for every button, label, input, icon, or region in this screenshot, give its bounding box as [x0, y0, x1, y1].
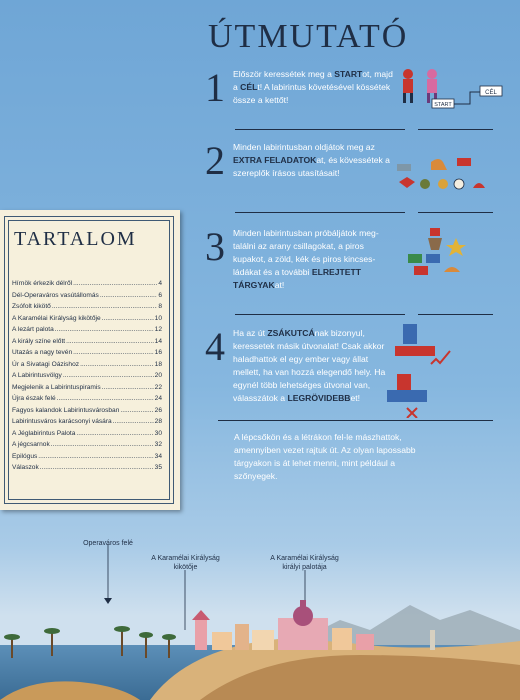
- toc-item-page: 28: [154, 418, 162, 425]
- toc-dots: [100, 290, 157, 302]
- toc-dots: [52, 301, 157, 313]
- toc-item-title: Epilógus: [12, 452, 38, 460]
- toc-item-page: 18: [154, 360, 162, 368]
- toc-dots: [57, 393, 154, 405]
- wrong-path-icon: [387, 368, 447, 423]
- step-number: 1: [205, 65, 225, 110]
- extra-paragraph: A lépcsőkön és a létrákon fel-le mászhattok, amennyiben vezet rajtuk út. Az olyan lapossabb tárgyakon is át lehet menni, mint például a szőnyegek.: [234, 432, 416, 481]
- divider: [218, 420, 493, 421]
- toc-dots: [80, 359, 154, 371]
- step-text: Először keressétek meg a STARTot, majd a CÉLt! A labirintus követésével kössétek össze a kettőt!: [233, 69, 393, 105]
- label-kikoto: A Karamélai Királyság kikötője: [151, 555, 220, 571]
- toc-item-page: 4: [158, 280, 162, 287]
- step-number: 3: [205, 224, 225, 269]
- step-text: Minden labirintusban oldjátok meg az EXTRA FELADATOKat, és kövessétek a szereplők írásos utasításait!: [233, 142, 390, 178]
- divider: [235, 314, 405, 315]
- toc-item: [12, 382, 162, 394]
- toc-dots: [63, 370, 154, 382]
- toc-dots: [73, 278, 157, 290]
- toc-dots: [102, 382, 154, 394]
- toc-item-title: Megjelenik a Labirintuspiramis: [12, 383, 101, 391]
- toc-dots: [40, 462, 154, 474]
- hidden-objects-icon: [400, 226, 470, 286]
- step-text: Minden labirintusban próbáljátok meg-találni az arany csillagokat, a piros kupakot, a zöld, kék és piros kincses-ládákat és a további ELREJTETT TÁRGYAKat!: [233, 228, 379, 290]
- toc-item-title: A Jéglabirintus Palota: [12, 429, 76, 437]
- toc-item-title: Dél-Operaváros vasútállomás: [12, 291, 99, 299]
- toc-item-page: 35: [154, 464, 162, 471]
- toc-item: [12, 336, 162, 348]
- toc-item-page: 34: [154, 452, 162, 460]
- toc-item-page: 22: [154, 383, 162, 391]
- label-operavaros: Operaváros felé: [83, 540, 133, 547]
- toc-item-page: 26: [154, 406, 162, 414]
- toc-item-page: 16: [154, 349, 162, 356]
- divider: [418, 314, 493, 315]
- toc-item: [12, 278, 162, 290]
- toc-title: TARTALOM: [14, 228, 137, 250]
- toc-item: [12, 428, 162, 440]
- toc-item-page: 30: [154, 429, 162, 437]
- toc-item-page: 14: [154, 337, 162, 345]
- toc-item-title: A Labirintusvölgy: [12, 372, 62, 379]
- toc-item-page: 20: [154, 372, 162, 379]
- toc-item: [12, 301, 162, 313]
- divider: [235, 212, 405, 213]
- label-palota: A Karamélai Királyság királyi palotája: [270, 555, 339, 571]
- divider: [418, 129, 493, 130]
- toc-item-title: A Karamélai Királyság kikötője: [12, 314, 101, 322]
- toc-dots: [73, 347, 154, 359]
- toc-item: [12, 313, 162, 325]
- toc-item-page: 32: [154, 441, 162, 448]
- toc-dots: [38, 451, 153, 463]
- toc-item-title: Hírnök érkezik délről: [12, 280, 73, 287]
- toc-dots: [113, 416, 154, 428]
- toc-item: [12, 359, 162, 371]
- toc-panel: [0, 210, 180, 510]
- toc-dots: [51, 439, 154, 451]
- toc-item-title: Válaszok: [12, 464, 39, 471]
- toc-item-title: Utazás a nagy tevén: [12, 349, 73, 356]
- step-text: Ha az út ZSÁKUTCÁnak bizonyul, keressetek másik útvonalat! Csak akkor haladhattok el egy ember vagy állat mellett, ha van hozzá elegendő hely. Ha egynél több lehetséges útvonal van, válasszátok a LEGRÖVIDEBBet!: [233, 328, 386, 403]
- toc-item-title: Úr a Sivatagi Oázishoz: [12, 360, 80, 368]
- correct-path-icon: [395, 318, 455, 373]
- toc-item-page: 12: [154, 326, 162, 333]
- guide-title: ÚTMUTATÓ: [208, 18, 409, 55]
- toc-item-title: A király színe előtt: [12, 337, 66, 345]
- toc-item-page: 8: [158, 303, 162, 310]
- toc-dots: [76, 428, 153, 440]
- start-label: START: [434, 102, 452, 108]
- divider: [418, 212, 493, 213]
- toc-dots: [55, 324, 154, 336]
- toc-dots: [102, 313, 154, 325]
- step-number: 2: [205, 138, 225, 183]
- toc-item-title: Újra észak felé: [12, 395, 56, 402]
- toc-item: [12, 347, 162, 359]
- toc-item: [12, 290, 162, 302]
- cel-label: CÉL: [485, 90, 497, 96]
- divider: [235, 129, 405, 130]
- toc-item: [12, 324, 162, 336]
- toc-item-title: A lezárt palota: [12, 326, 54, 333]
- extra-task-items-icon: [395, 150, 495, 200]
- toc-item: [12, 393, 162, 405]
- toc-item: [12, 439, 162, 451]
- step-number: 4: [205, 324, 225, 369]
- toc-item: [12, 416, 162, 428]
- toc-item-page: 24: [154, 395, 162, 402]
- toc-item: [12, 462, 162, 474]
- toc-item-title: Fagyos kalandok Labirintusvárosban: [12, 406, 120, 414]
- toc-item: [12, 370, 162, 382]
- toc-item-page: 10: [154, 314, 162, 322]
- toc-list: [12, 278, 162, 474]
- toc-item: [12, 405, 162, 417]
- start-cel-sign-icon: [430, 84, 505, 117]
- toc-dots: [66, 336, 154, 348]
- toc-item: [12, 451, 162, 463]
- toc-item-title: Labirintusváros karácsonyi vására: [12, 418, 112, 425]
- toc-item-page: 6: [158, 291, 162, 299]
- toc-item-title: A jégcsarnok: [12, 441, 50, 448]
- toc-item-title: Zsófolt kikötő: [12, 303, 51, 310]
- toc-dots: [120, 405, 153, 417]
